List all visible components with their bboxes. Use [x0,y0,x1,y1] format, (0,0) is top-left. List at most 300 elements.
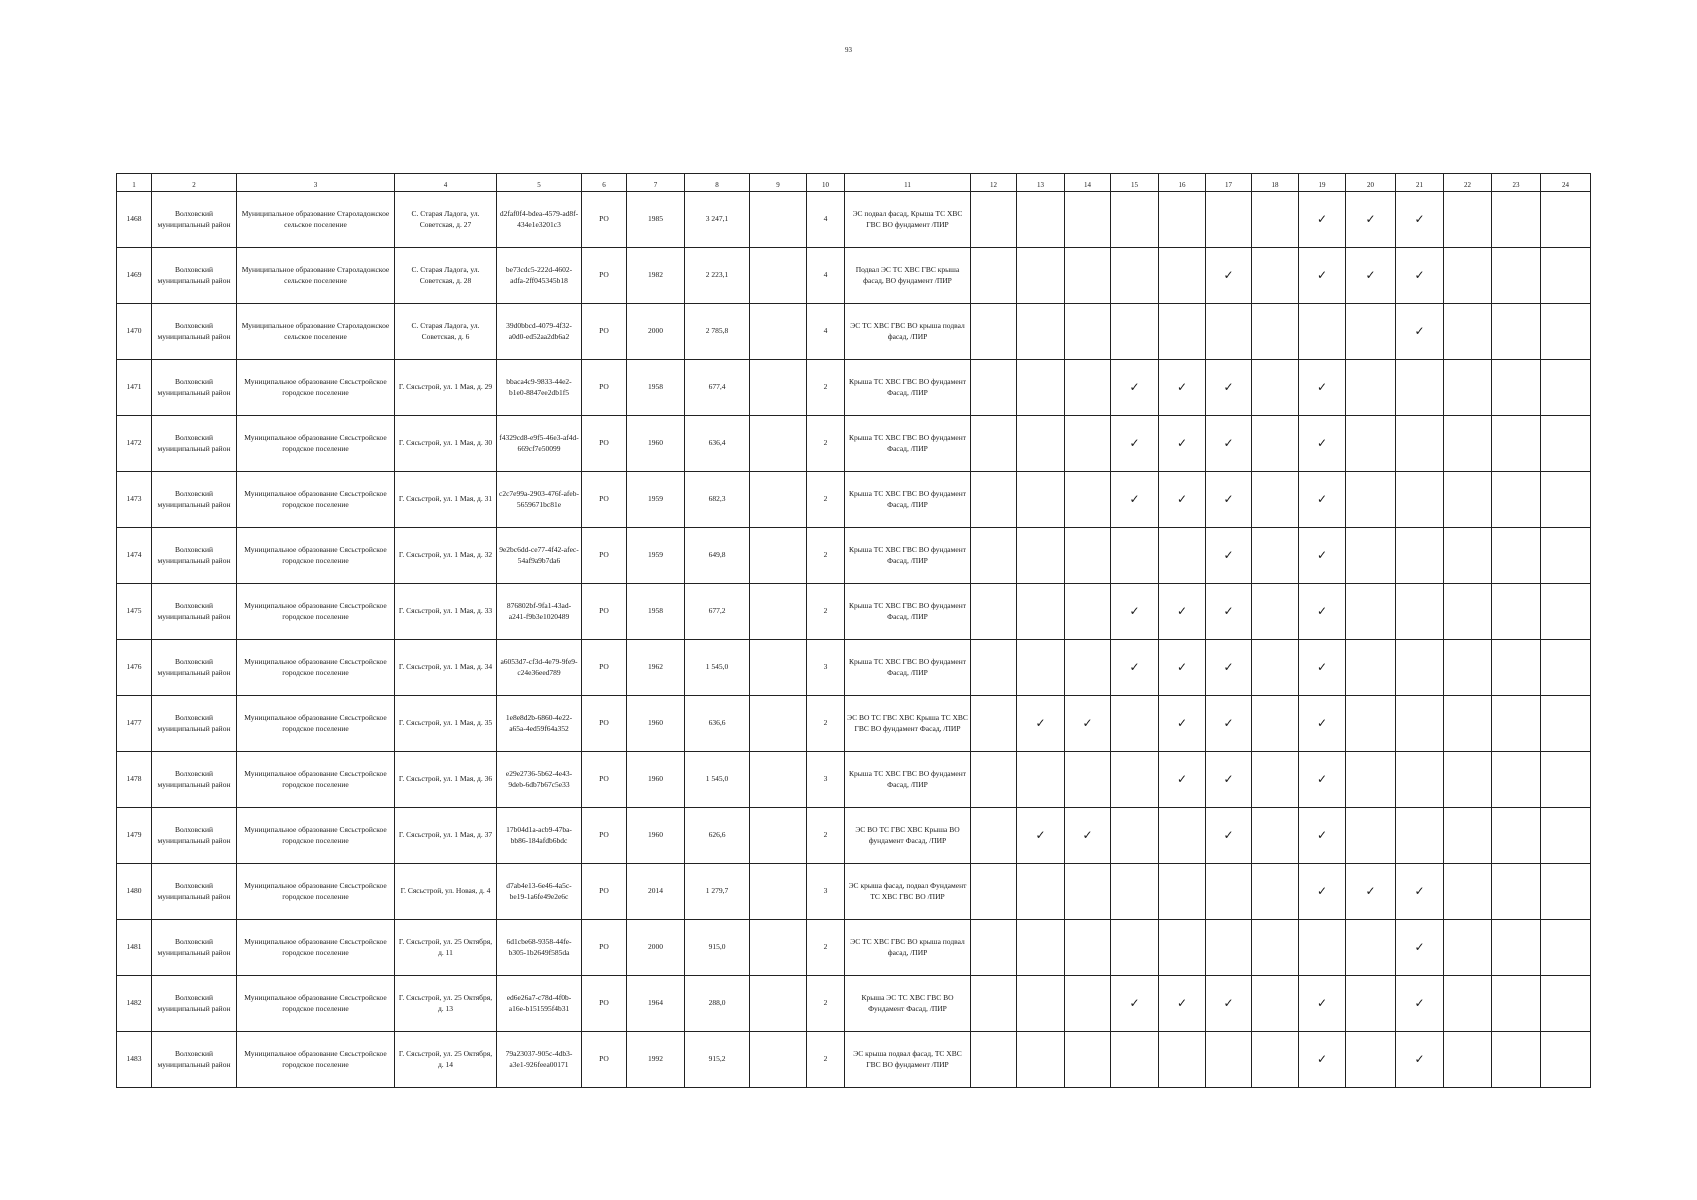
area-cell: 626,6 [685,808,750,864]
municipality-cell: Муниципальное образование Сясьстройское городское поселение [237,808,395,864]
checkmark-icon: ✓ [1223,268,1234,283]
floors-cell: 3 [807,640,845,696]
checkmark-icon: ✓ [1316,604,1328,619]
check-cell-col-24 [1541,528,1591,584]
check-cell-col-18 [1252,752,1299,808]
municipality-cell: Муниципальное образование Староладожское сельское поселение [237,304,395,360]
check-cell-col-22 [1444,192,1492,248]
column-header: 23 [1492,174,1541,192]
check-cell-col-15 [1111,752,1159,808]
checkmark-icon: ✓ [1414,324,1425,339]
check-cell-col-16 [1159,304,1206,360]
check-cell-col-21 [1396,472,1444,528]
column-9-cell [750,472,807,528]
checkmark-icon: ✓ [1414,1052,1425,1067]
check-cell-col-15 [1111,304,1159,360]
check-cell-col-20 [1346,640,1396,696]
check-cell-col-12 [971,248,1017,304]
year-cell: 2000 [627,920,685,976]
ownership-form-cell: РО [582,192,627,248]
check-cell-col-22 [1444,920,1492,976]
registry-body [117,174,1591,1088]
checkmark-icon: ✓ [1316,380,1328,395]
check-cell-col-13 [1017,808,1065,864]
check-cell-col-14 [1065,416,1111,472]
check-cell-col-17 [1206,920,1252,976]
page-number: 93 [845,46,852,54]
check-cell-col-13 [1017,472,1065,528]
works-cell: ЭС ВО ТС ГВС ХВС Крыша ТС ХВС ГВС ВО фундамент Фасад, /ПИР [845,696,971,752]
check-cell-col-23 [1492,472,1541,528]
check-cell-col-23 [1492,360,1541,416]
check-cell-col-16 [1159,360,1206,416]
check-cell-col-16 [1159,920,1206,976]
area-cell: 636,6 [685,696,750,752]
check-cell-col-17 [1206,640,1252,696]
checkmark-icon: ✓ [1082,716,1093,731]
guid-cell: 39d0bbcd-4079-4f32-a0d0-ed52aa2db6a2 [497,304,582,360]
checkmark-icon: ✓ [1176,380,1188,395]
check-cell-col-19 [1299,528,1346,584]
checkmark-icon: ✓ [1365,268,1376,283]
check-cell-col-20 [1346,248,1396,304]
area-cell: 288,0 [685,976,750,1032]
ownership-form-cell: РО [582,976,627,1032]
year-cell: 1960 [627,416,685,472]
district-cell: Волховский муниципальный район [152,304,237,360]
guid-cell: bbaca4c9-9833-44e2-b1e0-8847ee2db1f5 [497,360,582,416]
check-cell-col-18 [1252,640,1299,696]
checkmark-icon: ✓ [1414,884,1425,899]
check-cell-col-20 [1346,752,1396,808]
checkmark-icon: ✓ [1129,436,1140,451]
area-cell: 915,2 [685,1032,750,1088]
district-cell: Волховский муниципальный район [152,920,237,976]
table-row [117,640,1591,696]
guid-cell: ed6e26a7-c78d-4f0b-a16e-b151595f4b31 [497,976,582,1032]
column-header: 11 [845,174,971,192]
address-cell: Г. Сясьстрой, ул. 1 Мая, д. 34 [395,640,497,696]
check-cell-col-13 [1017,864,1065,920]
column-9-cell [750,752,807,808]
checkmark-icon: ✓ [1223,772,1234,787]
checkmark-icon: ✓ [1176,716,1188,731]
table-row [117,696,1591,752]
municipality-cell: Муниципальное образование Сясьстройское городское поселение [237,528,395,584]
check-cell-col-22 [1444,304,1492,360]
check-cell-col-13 [1017,640,1065,696]
year-cell: 1982 [627,248,685,304]
checkmark-icon: ✓ [1316,1052,1328,1067]
check-cell-col-19 [1299,304,1346,360]
check-cell-col-24 [1541,248,1591,304]
check-cell-col-14 [1065,920,1111,976]
check-cell-col-23 [1492,864,1541,920]
row-number: 1480 [117,864,152,920]
check-cell-col-17 [1206,976,1252,1032]
check-cell-col-13 [1017,416,1065,472]
year-cell: 2000 [627,304,685,360]
check-cell-col-22 [1444,696,1492,752]
guid-cell: f4329cd8-e9f5-46e3-af4d-669cf7e50099 [497,416,582,472]
column-9-cell [750,528,807,584]
check-cell-col-23 [1492,920,1541,976]
district-cell: Волховский муниципальный район [152,528,237,584]
checkmark-icon: ✓ [1129,660,1140,675]
check-cell-col-16 [1159,416,1206,472]
check-cell-col-14 [1065,864,1111,920]
column-header: 1 [117,174,152,192]
ownership-form-cell: РО [582,920,627,976]
check-cell-col-15 [1111,920,1159,976]
year-cell: 1960 [627,752,685,808]
check-cell-col-12 [971,920,1017,976]
check-cell-col-14 [1065,248,1111,304]
year-cell: 1992 [627,1032,685,1088]
floors-cell: 4 [807,248,845,304]
check-cell-col-12 [971,864,1017,920]
checkmark-icon: ✓ [1176,436,1188,451]
check-cell-col-13 [1017,192,1065,248]
ownership-form-cell: РО [582,808,627,864]
ownership-form-cell: РО [582,472,627,528]
column-header: 3 [237,174,395,192]
floors-cell: 2 [807,976,845,1032]
year-cell: 1959 [627,528,685,584]
floors-cell: 4 [807,192,845,248]
check-cell-col-14 [1065,696,1111,752]
check-cell-col-21 [1396,304,1444,360]
ownership-form-cell: РО [582,528,627,584]
district-cell: Волховский муниципальный район [152,752,237,808]
check-cell-col-14 [1065,304,1111,360]
check-cell-col-17 [1206,1032,1252,1088]
column-9-cell [750,192,807,248]
check-cell-col-21 [1396,360,1444,416]
checkmark-icon: ✓ [1414,268,1425,283]
ownership-form-cell: РО [582,640,627,696]
check-cell-col-20 [1346,472,1396,528]
checkmark-icon: ✓ [1082,828,1093,843]
floors-cell: 2 [807,416,845,472]
check-cell-col-12 [971,192,1017,248]
checkmark-icon: ✓ [1316,828,1328,843]
row-number: 1473 [117,472,152,528]
check-cell-col-12 [971,304,1017,360]
guid-cell: a6053d7-cf3d-4e79-9fe9-c24e36eed789 [497,640,582,696]
ownership-form-cell: РО [582,416,627,472]
checkmark-icon: ✓ [1223,660,1234,675]
check-cell-col-21 [1396,976,1444,1032]
row-number: 1483 [117,1032,152,1088]
column-header: 13 [1017,174,1065,192]
column-header: 24 [1541,174,1591,192]
check-cell-col-20 [1346,696,1396,752]
check-cell-col-21 [1396,192,1444,248]
district-cell: Волховский муниципальный район [152,976,237,1032]
area-cell: 2 785,8 [685,304,750,360]
row-number: 1470 [117,304,152,360]
check-cell-col-19 [1299,360,1346,416]
guid-cell: 9e2bc6dd-ce77-4f42-afec-54af9a9b7da6 [497,528,582,584]
year-cell: 1958 [627,360,685,416]
works-cell: Крыша ТС ХВС ГВС ВО фундамент Фасад, /ПИР [845,752,971,808]
column-header: 7 [627,174,685,192]
ownership-form-cell: РО [582,864,627,920]
check-cell-col-22 [1444,248,1492,304]
works-cell: Крыша ТС ХВС ГВС ВО фундамент Фасад, /ПИР [845,640,971,696]
check-cell-col-15 [1111,808,1159,864]
check-cell-col-14 [1065,808,1111,864]
check-cell-col-21 [1396,752,1444,808]
column-header: 22 [1444,174,1492,192]
check-cell-col-14 [1065,192,1111,248]
check-cell-col-13 [1017,976,1065,1032]
check-cell-col-22 [1444,472,1492,528]
column-9-cell [750,920,807,976]
check-cell-col-15 [1111,696,1159,752]
check-cell-col-15 [1111,1032,1159,1088]
district-cell: Волховский муниципальный район [152,808,237,864]
check-cell-col-16 [1159,1032,1206,1088]
check-cell-col-14 [1065,976,1111,1032]
district-cell: Волховский муниципальный район [152,416,237,472]
checkmark-icon: ✓ [1176,772,1188,787]
check-cell-col-18 [1252,920,1299,976]
check-cell-col-24 [1541,864,1591,920]
works-cell: Крыша ТС ХВС ГВС ВО фундамент Фасад, /ПИР [845,416,971,472]
column-9-cell [750,360,807,416]
check-cell-col-24 [1541,752,1591,808]
area-cell: 636,4 [685,416,750,472]
guid-cell: 6d1cbe68-9358-44fe-b305-1b2649f585da [497,920,582,976]
address-cell: Г. Сясьстрой, ул. 1 Мая, д. 35 [395,696,497,752]
table-row [117,752,1591,808]
checkmark-icon: ✓ [1035,828,1046,843]
check-cell-col-18 [1252,192,1299,248]
check-cell-col-14 [1065,640,1111,696]
check-cell-col-14 [1065,752,1111,808]
check-cell-col-19 [1299,752,1346,808]
check-cell-col-18 [1252,976,1299,1032]
header-row [117,174,1591,192]
row-number: 1469 [117,248,152,304]
check-cell-col-16 [1159,192,1206,248]
check-cell-col-13 [1017,528,1065,584]
check-cell-col-24 [1541,696,1591,752]
check-cell-col-21 [1396,920,1444,976]
check-cell-col-15 [1111,528,1159,584]
area-cell: 1 279,7 [685,864,750,920]
table-row [117,416,1591,472]
year-cell: 1962 [627,640,685,696]
table-row [117,920,1591,976]
check-cell-col-22 [1444,584,1492,640]
checkmark-icon: ✓ [1316,436,1328,451]
column-9-cell [750,416,807,472]
checkmark-icon: ✓ [1414,212,1425,227]
address-cell: Г. Сясьстрой, ул. 1 Мая, д. 33 [395,584,497,640]
check-cell-col-18 [1252,696,1299,752]
checkmark-icon: ✓ [1365,212,1376,227]
check-cell-col-22 [1444,528,1492,584]
year-cell: 2014 [627,864,685,920]
table-row [117,360,1591,416]
year-cell: 1959 [627,472,685,528]
check-cell-col-19 [1299,808,1346,864]
column-header: 12 [971,174,1017,192]
floors-cell: 2 [807,528,845,584]
check-cell-col-17 [1206,304,1252,360]
check-cell-col-12 [971,416,1017,472]
check-cell-col-23 [1492,976,1541,1032]
check-cell-col-24 [1541,304,1591,360]
check-cell-col-16 [1159,976,1206,1032]
check-cell-col-20 [1346,584,1396,640]
check-cell-col-20 [1346,416,1396,472]
check-cell-col-23 [1492,1032,1541,1088]
municipality-cell: Муниципальное образование Сясьстройское городское поселение [237,864,395,920]
row-number: 1468 [117,192,152,248]
check-cell-col-23 [1492,808,1541,864]
address-cell: Г. Сясьстрой, ул. 25 Октября, д. 11 [395,920,497,976]
works-cell: ЭС ТС ХВС ГВС ВО крыша подвал фасад, /ПИР [845,920,971,976]
registry-table [116,173,1591,1088]
check-cell-col-19 [1299,920,1346,976]
check-cell-col-17 [1206,472,1252,528]
check-cell-col-19 [1299,976,1346,1032]
ownership-form-cell: РО [582,248,627,304]
checkmark-icon: ✓ [1176,660,1188,675]
check-cell-col-18 [1252,248,1299,304]
floors-cell: 2 [807,472,845,528]
row-number: 1477 [117,696,152,752]
guid-cell: d7ab4e13-6e46-4a5c-be19-1a6fe49e2e6c [497,864,582,920]
column-header: 14 [1065,174,1111,192]
year-cell: 1960 [627,808,685,864]
municipality-cell: Муниципальное образование Сясьстройское городское поселение [237,416,395,472]
address-cell: С. Старая Ладога, ул. Советская, д. 6 [395,304,497,360]
works-cell: ЭС подвал фасад, Крыша ТС ХВС ГВС ВО фундамент /ПИР [845,192,971,248]
area-cell: 3 247,1 [685,192,750,248]
check-cell-col-17 [1206,528,1252,584]
check-cell-col-22 [1444,808,1492,864]
row-number: 1479 [117,808,152,864]
district-cell: Волховский муниципальный район [152,192,237,248]
check-cell-col-20 [1346,864,1396,920]
district-cell: Волховский муниципальный район [152,584,237,640]
area-cell: 682,3 [685,472,750,528]
check-cell-col-12 [971,696,1017,752]
guid-cell: 1e8e8d2b-6860-4e22-a65a-4ed59f64a352 [497,696,582,752]
works-cell: ЭС ВО ТС ГВС ХВС Крыша ВО фундамент Фасад, /ПИР [845,808,971,864]
check-cell-col-17 [1206,808,1252,864]
check-cell-col-23 [1492,528,1541,584]
works-cell: Подвал ЭС ТС ХВС ГВС крыша фасад, ВО фундамент /ПИР [845,248,971,304]
checkmark-icon: ✓ [1223,604,1234,619]
address-cell: Г. Сясьстрой, ул. 1 Мая, д. 31 [395,472,497,528]
column-9-cell [750,864,807,920]
works-cell: Крыша ТС ХВС ГВС ВО фундамент Фасад, /ПИР [845,584,971,640]
check-cell-col-19 [1299,864,1346,920]
check-cell-col-15 [1111,416,1159,472]
check-cell-col-14 [1065,584,1111,640]
row-number: 1476 [117,640,152,696]
checkmark-icon: ✓ [1035,716,1046,731]
check-cell-col-13 [1017,360,1065,416]
checkmark-icon: ✓ [1129,996,1140,1011]
check-cell-col-24 [1541,472,1591,528]
guid-cell: e29e2736-5b62-4e43-9deb-6db7b67c5e33 [497,752,582,808]
check-cell-col-18 [1252,864,1299,920]
check-cell-col-22 [1444,416,1492,472]
check-cell-col-19 [1299,696,1346,752]
floors-cell: 2 [807,696,845,752]
column-header: 18 [1252,174,1299,192]
check-cell-col-24 [1541,640,1591,696]
year-cell: 1960 [627,696,685,752]
table-row [117,528,1591,584]
check-cell-col-21 [1396,584,1444,640]
column-header: 16 [1159,174,1206,192]
check-cell-col-13 [1017,248,1065,304]
area-cell: 649,8 [685,528,750,584]
municipality-cell: Муниципальное образование Сясьстройское городское поселение [237,976,395,1032]
check-cell-col-12 [971,472,1017,528]
district-cell: Волховский муниципальный район [152,640,237,696]
floors-cell: 2 [807,808,845,864]
check-cell-col-20 [1346,304,1396,360]
check-cell-col-21 [1396,1032,1444,1088]
check-cell-col-15 [1111,360,1159,416]
check-cell-col-21 [1396,640,1444,696]
check-cell-col-14 [1065,472,1111,528]
table-row [117,248,1591,304]
checkmark-icon: ✓ [1316,548,1328,563]
checkmark-icon: ✓ [1316,716,1328,731]
check-cell-col-12 [971,584,1017,640]
checkmark-icon: ✓ [1223,436,1234,451]
district-cell: Волховский муниципальный район [152,864,237,920]
checkmark-icon: ✓ [1316,492,1328,507]
check-cell-col-18 [1252,808,1299,864]
checkmark-icon: ✓ [1223,492,1234,507]
ownership-form-cell: РО [582,304,627,360]
check-cell-col-22 [1444,640,1492,696]
check-cell-col-16 [1159,472,1206,528]
check-cell-col-18 [1252,416,1299,472]
ownership-form-cell: РО [582,1032,627,1088]
district-cell: Волховский муниципальный район [152,696,237,752]
check-cell-col-17 [1206,864,1252,920]
guid-cell: c2c7e99a-2903-476f-afeb-5659671bc81e [497,472,582,528]
checkmark-icon: ✓ [1316,884,1328,899]
check-cell-col-23 [1492,640,1541,696]
check-cell-col-23 [1492,696,1541,752]
checkmark-icon: ✓ [1316,660,1328,675]
check-cell-col-24 [1541,1032,1591,1088]
checkmark-icon: ✓ [1316,268,1328,283]
check-cell-col-21 [1396,864,1444,920]
check-cell-col-21 [1396,696,1444,752]
column-9-cell [750,584,807,640]
column-9-cell [750,976,807,1032]
municipality-cell: Муниципальное образование Сясьстройское городское поселение [237,920,395,976]
check-cell-col-20 [1346,808,1396,864]
district-cell: Волховский муниципальный район [152,1032,237,1088]
checkmark-icon: ✓ [1365,884,1376,899]
check-cell-col-21 [1396,248,1444,304]
